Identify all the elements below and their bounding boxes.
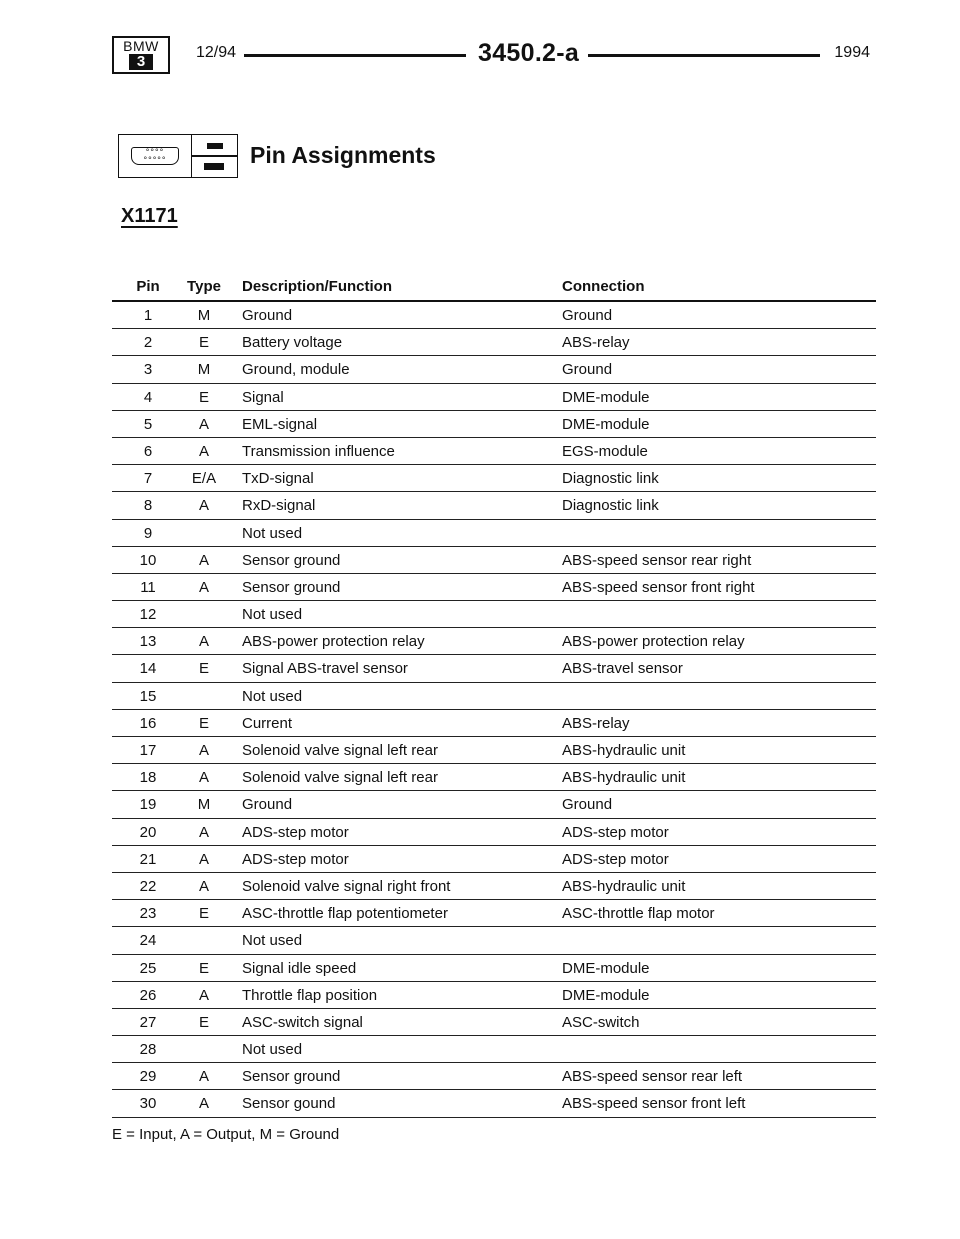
type-cell: A (198, 497, 209, 515)
header-rule-left (244, 54, 466, 57)
description-cell: Sensor ground (242, 1068, 341, 1086)
connection-cell: Diagnostic link (562, 497, 659, 515)
table-row (112, 683, 876, 710)
table-row (112, 1063, 876, 1090)
pin-cell: 8 (143, 497, 153, 515)
description-cell: Sensor ground (242, 578, 341, 596)
description-cell: EML-signal (242, 415, 318, 433)
description-cell: Ground (242, 796, 293, 814)
pin-cell: 14 (139, 660, 157, 678)
description-cell: RxD-signal (242, 497, 316, 515)
table-row (112, 547, 876, 574)
type-cell: A (198, 742, 209, 759)
table-row (112, 710, 876, 737)
table-row (112, 601, 876, 628)
connection-cell: DME-module (562, 959, 650, 977)
table-row (112, 574, 876, 601)
type-cell: A (198, 986, 209, 1004)
header-description: Description/Function (242, 278, 392, 295)
header-type: Type (187, 278, 221, 295)
description-cell: ASC-switch signal (242, 1013, 363, 1031)
description-cell: Throttle flap position (242, 986, 378, 1004)
table-row (112, 1090, 876, 1117)
pin-cell: 1 (143, 307, 153, 324)
type-cell: M (197, 361, 211, 379)
header-pin: Pin (136, 278, 160, 295)
table-row (112, 628, 876, 655)
description-cell: Signal (242, 388, 284, 406)
connection-cell: DME-module (562, 986, 650, 1004)
description-cell: Signal ABS-travel sensor (242, 660, 408, 678)
description-cell: ASC-throttle flap potentiometer (242, 905, 448, 923)
type-cell: E (198, 334, 209, 352)
table-row (112, 492, 876, 519)
type-cell: A (198, 769, 209, 787)
type-cell: E (198, 388, 209, 406)
type-cell: M (197, 796, 211, 814)
connection-cell: ABS-hydraulic unit (562, 877, 686, 895)
type-cell: E (198, 959, 209, 977)
type-cell: E (198, 1013, 209, 1031)
connection-cell: DME-module (562, 415, 650, 433)
type-cell: A (198, 633, 209, 651)
table-row (112, 329, 876, 356)
pin-cell: 24 (139, 932, 157, 950)
type-cell: A (198, 1095, 209, 1113)
logo-brand: BMW (123, 38, 159, 54)
connection-cell: ABS-speed sensor rear right (562, 551, 752, 569)
pin-cell: 28 (139, 1041, 157, 1059)
table-row (112, 1009, 876, 1036)
pin-cell: 25 (139, 959, 157, 977)
description-cell: Solenoid valve signal right front (242, 877, 451, 895)
connector-id: X1171 (121, 205, 178, 227)
header-date: 12/94 (196, 44, 237, 61)
pin-cell: 18 (139, 769, 157, 787)
connection-cell: ASC-switch (562, 1013, 640, 1031)
type-cell: A (198, 850, 209, 868)
table-row (112, 982, 876, 1009)
connection-cell: Ground (562, 361, 613, 379)
table-row (112, 384, 876, 411)
page-title: Pin Assignments (250, 142, 436, 168)
type-cell: E/A (191, 470, 217, 488)
table-row (112, 927, 876, 954)
connection-cell: ASC-throttle flap motor (562, 905, 715, 923)
pin-cell: 15 (139, 687, 157, 705)
description-cell: Ground (242, 307, 293, 324)
table-row (112, 873, 876, 900)
header-rule-right (588, 54, 820, 57)
pin-cell: 27 (139, 1013, 157, 1031)
pin-cell: 22 (139, 877, 157, 895)
description-cell: ADS-step motor (242, 850, 349, 868)
pin-cell: 29 (139, 1068, 157, 1086)
description-cell: ADS-step motor (242, 823, 349, 841)
connection-cell: ABS-speed sensor front right (562, 578, 755, 596)
type-cell: E (198, 905, 209, 923)
pin-cell: 19 (139, 796, 157, 814)
connection-cell: ABS-speed sensor front left (562, 1095, 746, 1113)
table-row (112, 411, 876, 438)
connection-cell: ADS-step motor (562, 850, 669, 868)
pin-cell: 17 (139, 742, 157, 759)
type-cell: A (198, 877, 209, 895)
connection-cell: ABS-relay (562, 714, 630, 732)
type-cell: A (198, 551, 209, 569)
header-year: 1994 (834, 44, 870, 61)
pin-cell: 23 (139, 905, 157, 923)
table-row (112, 465, 876, 492)
document-number: 3450.2-a (478, 39, 580, 67)
type-cell: A (198, 578, 209, 596)
pin-cell: 10 (139, 551, 157, 569)
pin-cell: 6 (143, 442, 153, 460)
description-cell: Solenoid valve signal left rear (242, 742, 438, 759)
connection-cell: DME-module (562, 388, 650, 406)
type-cell: A (198, 823, 209, 841)
pin-cell: 26 (139, 986, 157, 1004)
pin-cell: 5 (143, 415, 153, 433)
type-cell: A (198, 1068, 209, 1086)
table-row (112, 955, 876, 982)
table-row (112, 520, 876, 547)
type-cell: E (198, 660, 209, 678)
bmw-3-logo (112, 36, 170, 74)
table-row (112, 846, 876, 873)
connection-cell: ADS-step motor (562, 823, 669, 841)
connector-icon: °°°° °°°°° (118, 134, 192, 178)
table-row (112, 356, 876, 383)
pin-cell: 13 (139, 633, 157, 651)
pin-cell: 16 (139, 714, 157, 732)
description-cell: Transmission influence (242, 442, 395, 460)
description-cell: Not used (242, 932, 303, 950)
logo-model: 3 (129, 54, 153, 70)
type-cell: A (198, 415, 209, 433)
description-cell: Signal idle speed (242, 959, 357, 977)
connection-cell: ABS-power protection relay (562, 633, 745, 651)
connection-cell: ABS-hydraulic unit (562, 769, 686, 787)
description-cell: Battery voltage (242, 334, 343, 352)
description-cell: Solenoid valve signal left rear (242, 769, 438, 787)
pin-cell: 2 (143, 334, 153, 352)
description-cell: Sensor ground (242, 551, 341, 569)
pin-cell: 12 (139, 606, 157, 624)
description-cell: Not used (242, 606, 303, 624)
pin-assignment-table (112, 276, 876, 1118)
header-connection: Connection (562, 278, 645, 295)
type-cell: M (197, 307, 211, 324)
connection-cell: EGS-module (562, 442, 648, 460)
connection-cell: ABS-speed sensor rear left (562, 1068, 743, 1086)
legend-footnote: E = Input, A = Output, M = Ground (112, 1126, 340, 1143)
pin-cell: 21 (139, 850, 157, 868)
pin-cell: 4 (143, 388, 153, 406)
type-cell: E (198, 714, 209, 732)
connection-cell: Ground (562, 307, 613, 324)
connection-cell: Diagnostic link (562, 470, 659, 488)
table-row (112, 737, 876, 764)
description-cell: Ground, module (242, 361, 350, 379)
connection-cell: ABS-travel sensor (562, 660, 683, 678)
table-row (112, 438, 876, 465)
pin-icon (192, 134, 238, 178)
description-cell: Sensor gound (242, 1095, 336, 1113)
pin-cell: 7 (143, 470, 153, 488)
table-row (112, 900, 876, 927)
table-row (112, 1036, 876, 1063)
pin-cell: 9 (143, 524, 153, 542)
pin-cell: 20 (139, 823, 157, 841)
pin-cell: 11 (140, 578, 156, 596)
type-cell: A (198, 442, 209, 460)
description-cell: Not used (242, 1041, 303, 1059)
description-cell: ABS-power protection relay (242, 633, 425, 651)
description-cell: Not used (242, 524, 303, 542)
page-header (112, 34, 872, 74)
table-row (112, 819, 876, 846)
description-cell: TxD-signal (242, 470, 314, 488)
connection-cell: ABS-relay (562, 334, 630, 352)
table-header (112, 276, 876, 302)
connection-cell: Ground (562, 796, 613, 814)
table-row (112, 655, 876, 682)
table-row (112, 302, 876, 329)
pin-cell: 30 (139, 1095, 157, 1113)
connection-cell: ABS-hydraulic unit (562, 742, 686, 759)
description-cell: Current (242, 714, 293, 732)
table-row (112, 764, 876, 791)
table-row (112, 791, 876, 818)
table-body (112, 302, 876, 1118)
pin-cell: 3 (143, 361, 153, 379)
description-cell: Not used (242, 687, 303, 705)
